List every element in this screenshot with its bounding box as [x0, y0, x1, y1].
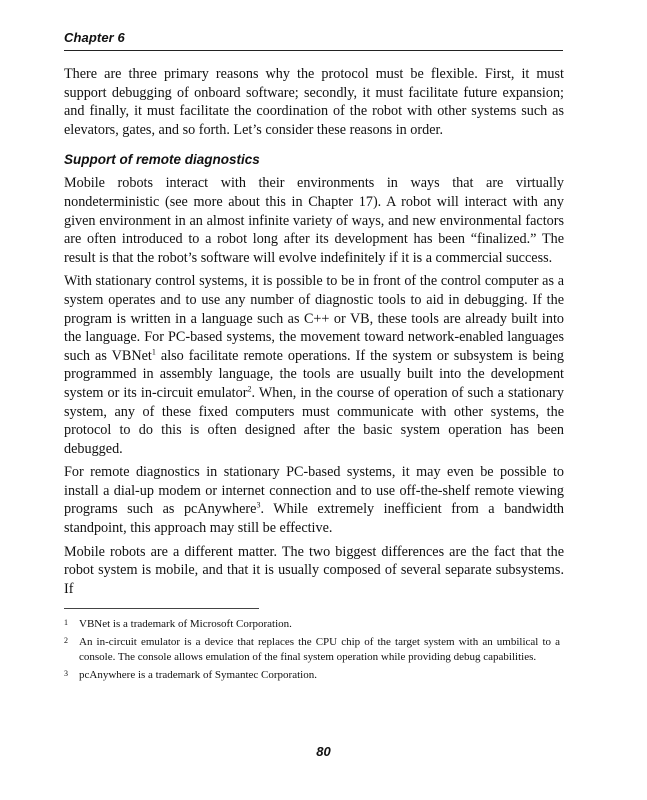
running-header — [64, 28, 563, 51]
footnote-text: An in-circuit emulator is a device that replaces the CPU chip of the target system with an umbilical to a console. The console allows emulation of the final system operation while providing debug capabilities. — [79, 636, 560, 663]
footnote-2 — [64, 635, 560, 665]
footnote-divider — [64, 608, 259, 609]
footnote-ref-3: 3 — [256, 500, 261, 510]
body-text — [64, 65, 564, 603]
paragraph-1: Mobile robots interact with their environments in ways that are virtually nondeterministic (see more about this in Chapter 17). A robot will interact with any given environment in an almost infinite variety of ways, and new environmental factors are often introduced to a robot long after its development has been “finalized.” The result is that the robot’s software will evolve indefinitely if it is a commercial success. — [64, 175, 564, 266]
paragraph-3-text-b: . While extremely inefficient from a bandwidth standpoint, this approach may still be effective. — [64, 501, 564, 537]
footnote-number: 3 — [64, 669, 68, 678]
footnote-number: 2 — [64, 636, 68, 645]
footnote-text: pcAnywhere is a trademark of Symantec Corporation. — [79, 669, 317, 681]
footnote-3 — [64, 668, 560, 683]
paragraph-2 — [64, 272, 564, 458]
footnote-number: 1 — [64, 618, 68, 627]
footnote-text: VBNet is a trademark of Microsoft Corporation. — [79, 618, 292, 630]
paragraph-2-text-c: . When, in the course of operation of such a stationary system, any of these fixed computers must communicate with other systems, the protocol to do this is often designed after the basic system operation has been debugged. — [64, 384, 564, 457]
paragraph-2-text-b: also facilitate remote operations. If the system or subsystem is being programmed in assembly language, the tools are usually built into the development system or its in-circuit emulator — [64, 347, 564, 401]
page-number: 80 — [316, 744, 331, 759]
footnote-ref-2: 2 — [247, 384, 252, 394]
paragraph-4: Mobile robots are a different matter. The two biggest differences are the fact that the robot system is mobile, and that it is usually composed of several separate subsystems. If — [64, 543, 564, 597]
paragraph-2-text-a: With stationary control systems, it is possible to be in front of the control computer as a system operates and to use any number of diagnostic tools to aid in debugging. If the program is written in a language such as C++ or VB, these tools are already built into the language. For PC-based systems, the movement toward network-enabled languages such as VBNet — [64, 273, 564, 364]
paragraph-3 — [64, 463, 564, 537]
paragraph-3-text-a: For remote diagnostics in stationary PC-based systems, it may even be possible to install a dial-up modem or internet connection and to use off-the-shelf remote viewing programs such as pcAnywhere — [64, 464, 564, 518]
chapter-title: Chapter 6 — [64, 30, 125, 45]
section-heading: Support of remote diagnostics — [64, 152, 260, 168]
intro-paragraph: There are three primary reasons why the protocol must be flexible. First, it must support debugging of onboard software; secondly, it must facilitate future expansion; and finally, it must facilitate the coordination of the robot with other systems such as elevators, gates, and so forth. Let’s consider these reasons in order. — [64, 66, 564, 138]
footnote-ref-1: 1 — [151, 346, 156, 356]
footnote-1 — [64, 617, 560, 632]
footnotes — [64, 617, 560, 686]
